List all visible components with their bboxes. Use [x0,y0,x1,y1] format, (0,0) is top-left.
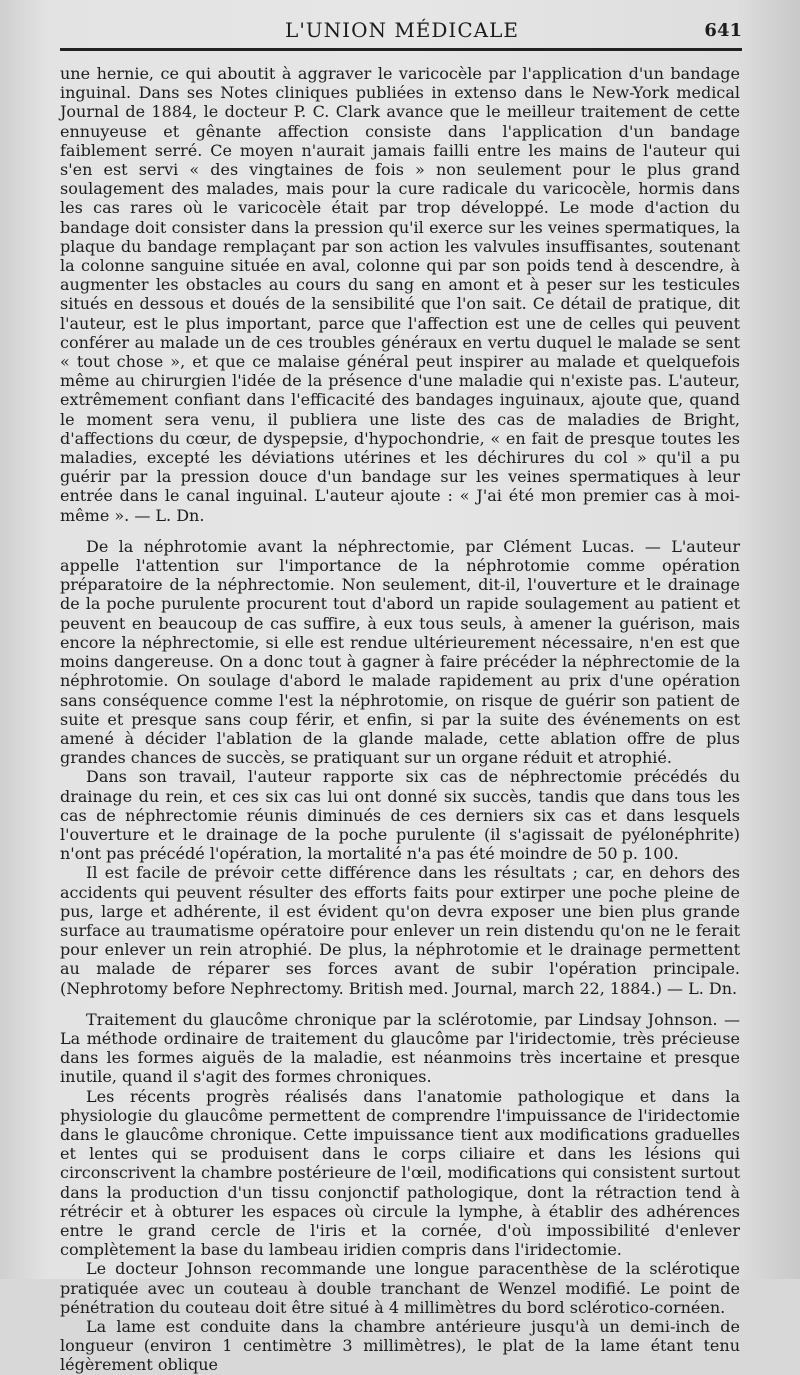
paragraph-nephrotomy-results: Il est facile de prévoir cette différence dans les résultats ; car, en dehors des accidents qui peuvent résulter des efforts faits pour extirper une poche pleine de pus, large et adhérente, il est évident qu'on devra exposer une bien plus grande surface au traumatisme opératoire pour enlever un rein distendu qu'on ne le ferait pour enlever un rein atrophié. De plus, la néphrotomie et le drainage permettent au malade de réparer ses forces avant de subir l'opération principale. (Nephrotomy before Nephrectomy. British med. Journal, march 22, 1884.) — L. Dn. [60,863,740,998]
page-header [60,18,744,48]
paragraph-nephrotomy-intro: De la néphrotomie avant la néphrectomie, par Clément Lucas. — L'auteur appelle l'attention sur l'importance de la néphrotomie comme opération préparatoire de la néphrectomie. Non seulement, dit-il, l'ouverture et le drainage de la poche purulente procurent tout d'abord un rapide soulagement au patient et peuvent en beaucoup de cas suffire, à eux tous seuls, à amener la guérison, mais encore la néphrectomie, si elle est rendue ultérieurement nécessaire, n'en est que moins dangereuse. On a donc tout à gagner à faire précéder la néphrectomie de la néphrotomie. On soulage d'abord le malade rapidement au prix d'une opération sans conséquence comme l'est la néphrotomie, on risque de guérir son patient de suite et presque sans coup férir, et enfin, si par la suite des événements on est amené à décider l'ablation de la glande malade, cette ablation offre de plus grandes chances de succès, se pratiquant sur un organe réduit et atrophié. [60,536,740,768]
running-title: L'UNION MÉDICALE [285,18,519,42]
header-rule [60,48,742,51]
page-number: 641 [704,20,742,41]
article-body [60,64,740,1375]
paragraph-glaucoma-blade: La lame est conduite dans la chambre antérieure jusqu'à un demi-inch de longueur (environ 1 centimètre 3 millimètres), le plat de la lame étant tenu légèrement oblique [60,1317,740,1375]
paragraph-glaucoma-pathology: Les récents progrès réalisés dans l'anatomie pathologique et dans la physiologie du glaucôme permettent de comprendre l'impuissance de l'iridectomie dans le glaucôme chronique. Cette impuissance tient aux modifications graduelles et lentes qui se produisent dans le corps ciliaire et dans les lésions qui circonscrivent la chambre postérieure de l'œil, modifications qui consistent surtout dans la production d'un tissu conjonctif pathologique, dont la rétraction tend à rétrécir et à obturer les espaces où circule la lymphe, à établir des adhérences entre le grand cercle de l'iris et la cornée, d'où impossibilité d'enlever complètement la base du lambeau iridien compris dans l'iridectomie. [60,1086,740,1260]
paragraph-glaucoma-technique: Le docteur Johnson recommande une longue paracenthèse de la sclérotique pratiquée avec un couteau à double tranchant de Wenzel modifié. Le point de pénétration du couteau doit être situé à 4 millimètres du bord sclérotico-cornéen. [60,1259,740,1317]
paragraph-varicocele-bandage: une hernie, ce qui aboutit à aggraver le varicocèle par l'application d'un bandage inguinal. Dans ses Notes cliniques publiées in extenso dans le New-York medical Journal de 1884, le docteur P. C. Clark avance que le meilleur traitement de cette ennuyeuse et gênante affection consiste dans l'application d'un bandage faiblement serré. Ce moyen n'aurait jamais failli entre les mains de l'auteur qui s'en est servi « des vingtaines de fois » non seulement pour le plus grand soulagement des malades, mais pour la cure radicale du varicocèle, hormis dans les cas rares où le varicocèle était par trop développé. Le mode d'action du bandage doit consister dans la pression qu'il exerce sur les veines spermatiques, la plaque du bandage remplaçant par son action les valvules insuffisantes, soutenant la colonne sanguine située en aval, colonne qui par son poids tend à descendre, à augmenter les obstacles au cours du sang en amont et à peser sur les testicules situés en dessous et doués de la sensibilité que l'on sait. Ce détail de pratique, dit l'auteur, est le plus important, parce que l'affection est une de celles qui peuvent conférer au malade un de ces troubles généraux en vertu duquel le malade se sent « tout chose », et que ce malaise général peut inspirer au malade et quelquefois même au chirurgien l'idée de la présence d'une maladie qui n'existe pas. L'auteur, extrêmement confiant dans l'efficacité des bandages inguinaux, ajoute que, quand le moment sera venu, il publiera une liste des cas de maladies de Bright, d'affections du cœur, de dyspepsie, d'hypochondrie, « en fait de presque toutes les maladies, excepté les déviations utérines et les déchirures du col » qu'il a pu guérir par la pression douce d'un bandage sur les veines spermatiques à leur entrée dans le canal inguinal. L'auteur ajoute : « J'ai été mon premier cas à moi-même ». — L. Dn. [60,64,740,525]
paragraph-nephrotomy-cases: Dans son travail, l'auteur rapporte six cas de néphrectomie précédés du drainage du rein, et ces six cas lui ont donné six succès, tandis que dans tous les cas de néphrectomie réunis diminués de ces derniers six cas et dans lesquels l'ouverture et le drainage de la poche purulente (il s'agissait de pyélonéphrite) n'ont pas précédé l'opération, la mortalité n'a pas été moindre de 50 p. 100. [60,767,740,864]
paragraph-glaucoma-intro: Traitement du glaucôme chronique par la sclérotomie, par Lindsay Johnson. — La méthode ordinaire de traitement du glaucôme par l'iridectomie, très précieuse dans les formes aiguës de la maladie, est néanmoins très incertaine et presque inutile, quand il s'agit des formes chroniques. [60,1009,740,1087]
